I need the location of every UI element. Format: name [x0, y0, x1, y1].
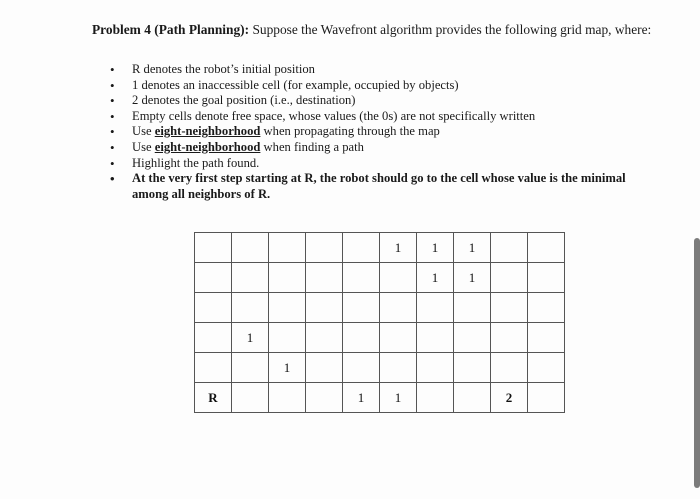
grid-cell: [380, 323, 417, 353]
bullet-text: R denotes the robot’s initial position: [132, 62, 315, 76]
grid-row: [195, 233, 565, 263]
bullet-icon: •: [110, 124, 115, 140]
grid-cell: [343, 233, 380, 263]
grid-cell: [528, 233, 565, 263]
grid-cell: [306, 383, 343, 413]
grid-cell: [269, 293, 306, 323]
bullet-text: Highlight the path found.: [132, 155, 260, 170]
bullet-text: Empty cells denote free space, whose values (the 0s) are not specifically written: [132, 108, 536, 123]
grid-cell: [491, 263, 528, 293]
grid-cell: [343, 353, 380, 383]
bullet-icon: •: [110, 93, 115, 109]
grid-cell: [269, 233, 306, 263]
grid-cell: [306, 263, 343, 293]
bullet-text: Use: [132, 124, 155, 139]
grid-cell: [306, 293, 343, 323]
grid-cell: [269, 383, 306, 413]
grid-cell: [380, 263, 417, 293]
grid-cell: [528, 293, 565, 323]
bullet-icon: •: [110, 108, 115, 124]
list-item: [110, 140, 630, 156]
grid-cell: [528, 263, 565, 293]
grid-cell: [232, 353, 269, 383]
grid-cell: [454, 323, 491, 353]
bullet-list: [110, 62, 630, 202]
list-item: [110, 124, 630, 140]
problem-statement: [92, 20, 652, 40]
list-item: [110, 171, 630, 202]
emphasis-text: eight-neighborhood: [154, 124, 261, 139]
grid-cell: [343, 293, 380, 323]
grid-row: [195, 323, 565, 353]
grid-row: [195, 383, 565, 413]
grid-row: [195, 353, 565, 383]
grid-cell: [306, 323, 343, 353]
grid-cell: [306, 233, 343, 263]
bullet-icon: •: [110, 171, 115, 187]
grid-row: [195, 263, 565, 293]
grid-cell: [195, 323, 232, 353]
list-item: [110, 93, 630, 109]
grid-cell: [343, 323, 380, 353]
grid-cell: [232, 233, 269, 263]
bullet-icon: •: [110, 77, 115, 93]
wavefront-grid: [194, 232, 565, 413]
grid-cell: 1: [454, 263, 491, 293]
grid-cell: 1: [380, 383, 417, 413]
grid-cell: [528, 353, 565, 383]
grid-cell: [306, 353, 343, 383]
grid-cell: 1: [343, 383, 380, 413]
list-item: [110, 62, 630, 78]
grid-row: [195, 293, 565, 323]
grid-cell: 2: [491, 383, 528, 413]
problem-intro: Suppose the Wavefront algorithm provides the following grid map, where:: [252, 22, 652, 37]
grid-cell: [491, 233, 528, 263]
grid-cell: [269, 263, 306, 293]
grid-cell: [417, 323, 454, 353]
grid-cell: [380, 353, 417, 383]
list-item: [110, 109, 630, 125]
grid-cell: [491, 323, 528, 353]
grid-cell: [195, 233, 232, 263]
grid-cell: [528, 383, 565, 413]
grid-cell: [417, 383, 454, 413]
bullet-text: 2 denotes the goal position (i.e., destination): [132, 93, 356, 108]
bullet-icon: •: [110, 62, 115, 77]
list-item: [110, 78, 630, 94]
grid-cell: 1: [454, 233, 491, 263]
grid-cell: 1: [232, 323, 269, 353]
grid-cell: [454, 353, 491, 383]
bullet-text: when finding a path: [260, 139, 364, 154]
grid-cell: [195, 353, 232, 383]
bullet-text: Use: [132, 139, 155, 154]
grid-cell: [195, 263, 232, 293]
grid-cell: [232, 263, 269, 293]
grid-body: [195, 233, 565, 413]
grid-cell: R: [195, 383, 232, 413]
grid-cell: [380, 293, 417, 323]
emphasis-text: eight-neighborhood: [154, 139, 261, 154]
grid-cell: [417, 293, 454, 323]
grid-cell: 1: [269, 353, 306, 383]
grid-cell: [232, 383, 269, 413]
scrollbar[interactable]: [694, 238, 700, 488]
bullet-icon: •: [110, 155, 115, 171]
bullet-text: At the very first step starting at R, the robot should go to the cell whose value is the minimal among all neighbors of R.: [132, 171, 626, 201]
grid-cell: [343, 263, 380, 293]
grid-cell: [491, 293, 528, 323]
grid-cell: [269, 323, 306, 353]
problem-label: Problem 4 (Path Planning):: [92, 22, 250, 37]
bullet-text: 1 denotes an inaccessible cell (for example, occupied by objects): [132, 77, 459, 92]
grid-cell: [528, 323, 565, 353]
grid-cell: 1: [417, 263, 454, 293]
grid-cell: [491, 353, 528, 383]
grid-cell: 1: [417, 233, 454, 263]
bullet-text: when propagating through the map: [260, 124, 440, 139]
grid-cell: [417, 353, 454, 383]
grid-cell: [454, 383, 491, 413]
bullet-icon: •: [110, 139, 115, 155]
grid-cell: [195, 293, 232, 323]
grid-cell: 1: [380, 233, 417, 263]
grid-cell: [232, 293, 269, 323]
list-item: [110, 156, 630, 172]
grid-cell: [454, 293, 491, 323]
